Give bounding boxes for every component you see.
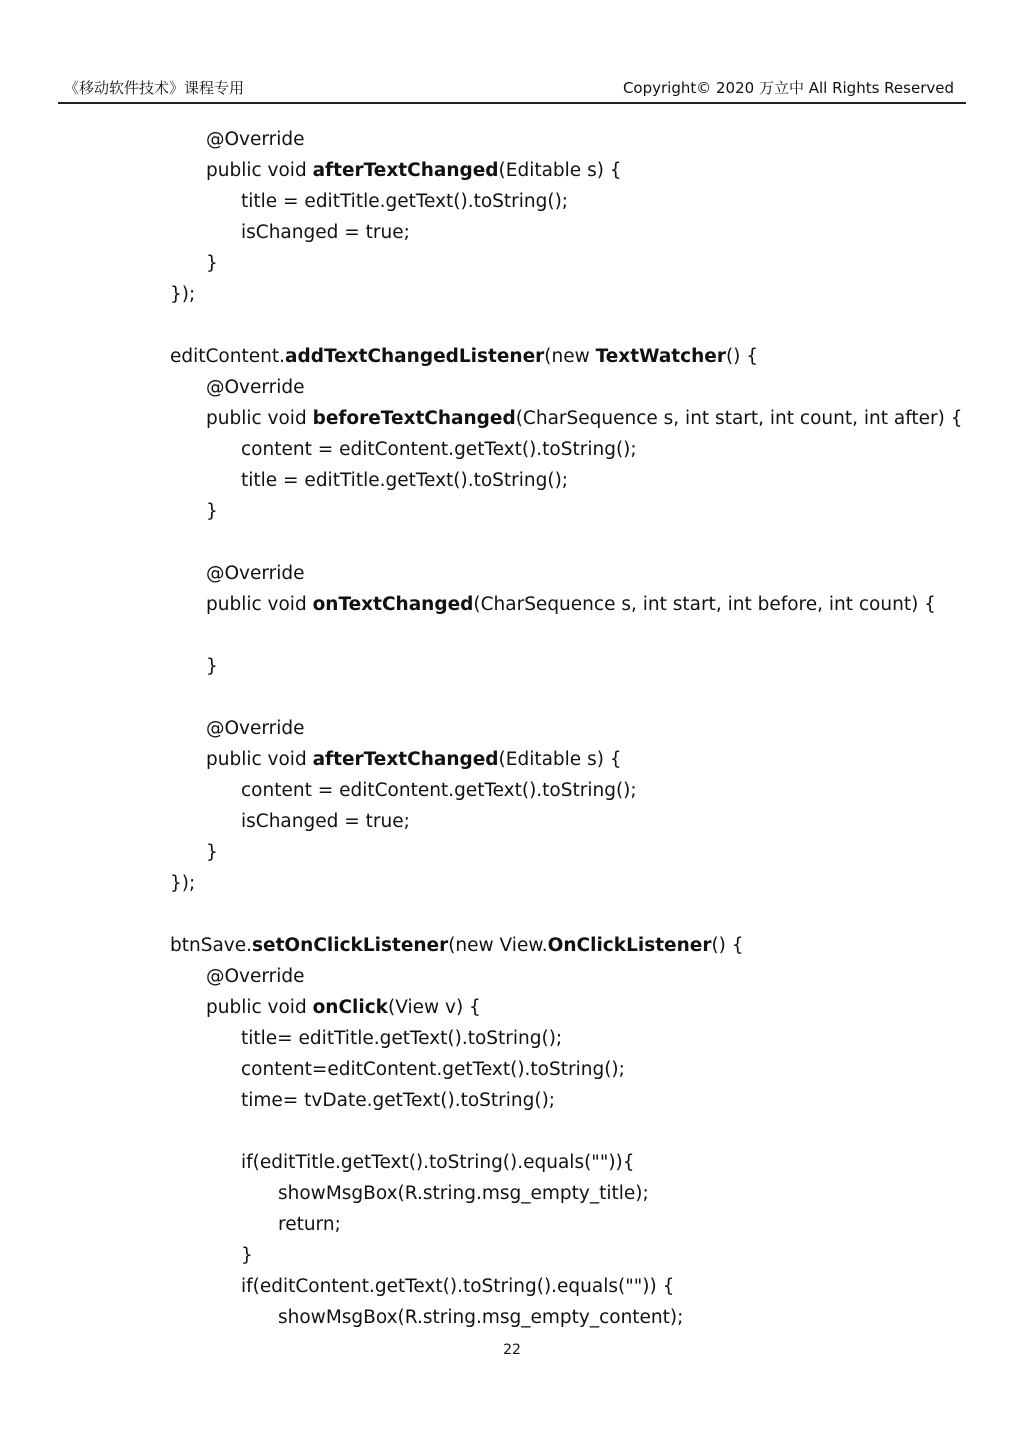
code-line (0, 186, 1024, 217)
code-line (0, 1085, 1024, 1116)
code-line (0, 713, 1024, 744)
code-text: (CharSequence s, int start, int before, int count) { (473, 594, 936, 615)
code-line (0, 310, 1024, 341)
code-line (0, 589, 1024, 620)
code-text: }); (170, 873, 196, 894)
code-text: } (206, 253, 218, 274)
code-text: () { (725, 346, 759, 367)
code-identifier-bold: setOnClickListener (252, 935, 449, 956)
code-identifier-bold: onClick (312, 997, 388, 1018)
code-line (0, 1147, 1024, 1178)
code-identifier-bold: afterTextChanged (312, 160, 499, 181)
code-line (0, 403, 1024, 434)
code-identifier-bold: TextWatcher (595, 346, 726, 367)
code-text: return; (278, 1214, 341, 1235)
code-identifier-bold: OnClickListener (547, 935, 712, 956)
code-text: (Editable s) { (498, 160, 622, 181)
code-line (0, 744, 1024, 775)
code-text: time= tvDate.getText().toString(); (241, 1090, 556, 1111)
code-text: (View v) { (388, 997, 481, 1018)
code-text: () { (711, 935, 744, 956)
code-text: title= editTitle.getText().toString(); (241, 1028, 563, 1049)
code-line (0, 775, 1024, 806)
code-line (0, 341, 1024, 372)
code-text: isChanged = true; (241, 811, 410, 832)
code-listing (0, 124, 1024, 1333)
code-line (0, 1302, 1024, 1333)
code-line (0, 248, 1024, 279)
code-identifier-bold: addTextChangedListener (284, 346, 545, 367)
code-text: showMsgBox(R.string.msg_empty_title); (278, 1183, 649, 1204)
page-number: 22 (503, 1342, 521, 1358)
code-text: (Editable s) { (498, 749, 622, 770)
code-identifier-bold: afterTextChanged (312, 749, 499, 770)
code-line (0, 806, 1024, 837)
code-text: title = editTitle.getText().toString(); (241, 470, 569, 491)
code-line (0, 899, 1024, 930)
code-text: content = editContent.getText().toString(); (241, 780, 637, 801)
code-text: @Override (206, 377, 305, 398)
code-line (0, 124, 1024, 155)
header-course-title: 《移动软件技术》课程专用 (64, 79, 245, 97)
code-text: } (206, 842, 218, 863)
code-identifier-bold: onTextChanged (312, 594, 474, 615)
code-line (0, 1209, 1024, 1240)
code-text: title = editTitle.getText().toString(); (241, 191, 569, 212)
code-text: public void (206, 997, 313, 1018)
code-text: @Override (206, 966, 305, 987)
code-text: (CharSequence s, int start, int count, int after) { (515, 408, 963, 429)
code-text: editContent. (170, 346, 285, 367)
code-line (0, 527, 1024, 558)
code-text: isChanged = true; (241, 222, 410, 243)
code-line (0, 651, 1024, 682)
code-text: public void (206, 594, 313, 615)
code-text: public void (206, 749, 313, 770)
code-text: @Override (206, 718, 305, 739)
code-text: (new View. (448, 935, 548, 956)
code-line (0, 372, 1024, 403)
code-text: @Override (206, 563, 305, 584)
code-line (0, 620, 1024, 651)
page-header (58, 74, 966, 104)
code-text: } (206, 656, 218, 677)
code-text: }); (170, 284, 196, 305)
code-text: (new (544, 346, 596, 367)
code-identifier-bold: beforeTextChanged (312, 408, 516, 429)
code-line (0, 837, 1024, 868)
code-line (0, 992, 1024, 1023)
header-copyright: Copyright© 2020 万立中 All Rights Reserved (622, 79, 954, 97)
code-line (0, 1023, 1024, 1054)
code-text: showMsgBox(R.string.msg_empty_content); (278, 1307, 684, 1328)
code-line (0, 1271, 1024, 1302)
code-line (0, 279, 1024, 310)
code-text: @Override (206, 129, 305, 150)
code-line (0, 496, 1024, 527)
code-line (0, 1116, 1024, 1147)
code-line (0, 155, 1024, 186)
code-line (0, 1054, 1024, 1085)
code-text: content = editContent.getText().toString(); (241, 439, 637, 460)
code-line (0, 558, 1024, 589)
code-line (0, 682, 1024, 713)
code-text: content=editContent.getText().toString(); (241, 1059, 625, 1080)
code-line (0, 217, 1024, 248)
code-text: if(editTitle.getText().toString().equals("")){ (241, 1152, 635, 1173)
code-text: } (206, 501, 218, 522)
code-line (0, 434, 1024, 465)
code-line (0, 930, 1024, 961)
code-line (0, 1178, 1024, 1209)
code-text: public void (206, 160, 313, 181)
code-text: if(editContent.getText().toString().equals("")) { (241, 1276, 675, 1297)
code-text: public void (206, 408, 313, 429)
code-line (0, 1240, 1024, 1271)
code-text: } (241, 1245, 253, 1266)
code-line (0, 961, 1024, 992)
code-line (0, 465, 1024, 496)
code-line (0, 868, 1024, 899)
code-text: btnSave. (170, 935, 253, 956)
